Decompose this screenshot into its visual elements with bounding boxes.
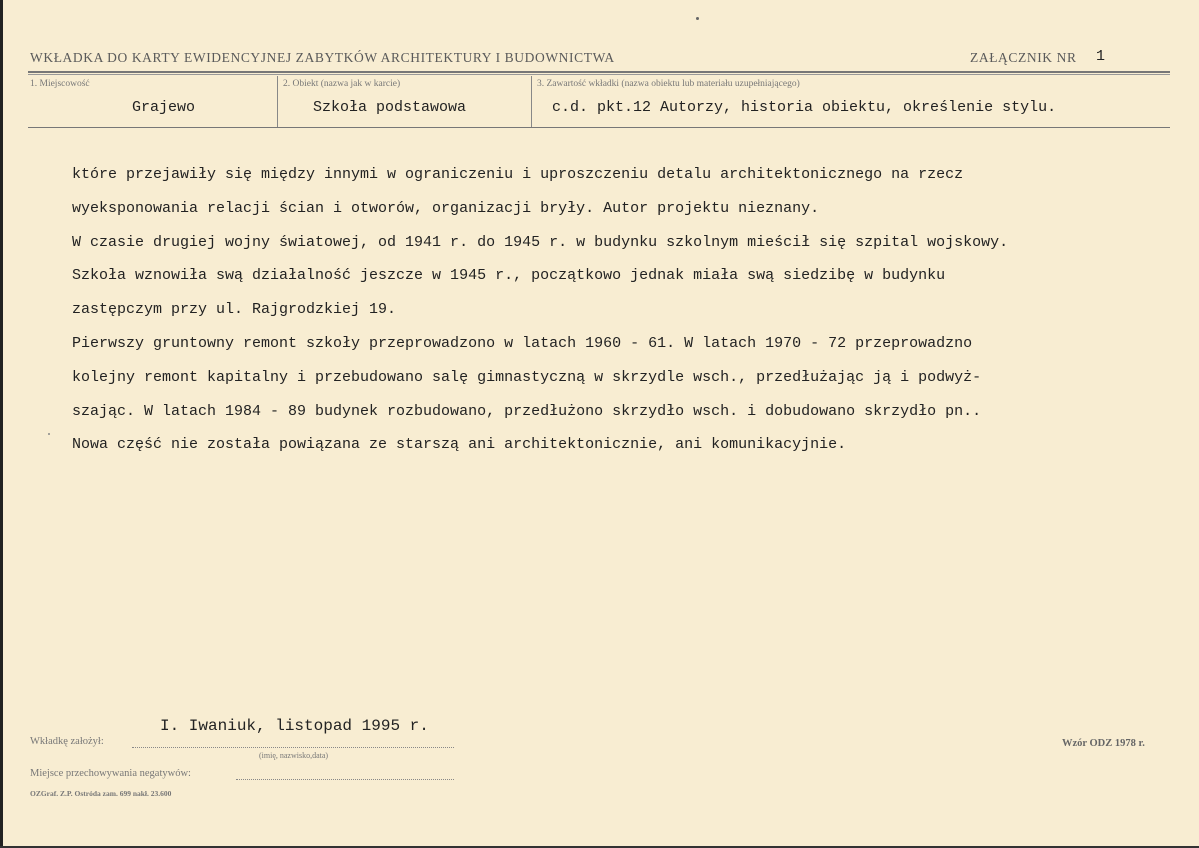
body-line: zastępczym przy ul. Rajgrodzkiej 19. — [72, 301, 397, 319]
prepared-by-hint: (imię, nazwisko,data) — [259, 751, 329, 760]
paper-speck — [48, 433, 50, 435]
attachment-number: 1 — [1096, 48, 1106, 65]
prepared-by-label: Wkładkę założył: — [30, 736, 104, 747]
object-value: Szkoła podstawowa — [313, 99, 467, 116]
body-line: które przejawiły się między innymi w ograniczeniu i uproszczeniu detalu architektonicznego na rzecz — [72, 166, 964, 183]
contents-value: c.d. pkt.12 Autorzy, historia obiektu, określenie stylu. — [552, 99, 1057, 116]
header-rule — [28, 71, 1170, 73]
prepared-by-value: I. Iwaniuk, listopad 1995 r. — [160, 717, 429, 735]
card-edge-left — [0, 0, 3, 848]
contents-label: 3. Zawartość wkładki (nazwa obiektu lub materiału uzupełniającego) — [537, 79, 800, 89]
storage-label: Miejsce przechowywania negatywów: — [30, 768, 191, 779]
body-line: wyeksponowania relacji ścian i otworów, organizacji bryły. Autor projektu nieznany. — [72, 199, 820, 217]
attachment-label: ZAŁĄCZNIK NR — [970, 50, 1077, 65]
body-line: Szkoła wznowiła swą działalność jeszcze w 1945 r., początkowo jednak miała swą siedzibę w budynku — [72, 267, 946, 285]
locality-value: Grajewo — [132, 99, 196, 116]
body-line: szając. W latach 1984 - 89 budynek rozbudowano, przedłużono skrzydło wsch. i dobudowano skrzydło pn.. — [72, 402, 982, 420]
header-rule-thin — [28, 74, 1170, 75]
body-line: kolejny remont kapitalny i przebudowano salę gimnastyczną w skrzydle wsch., przedłużając ją i podwyż- — [72, 368, 982, 386]
body-text — [72, 158, 1172, 462]
body-line: W czasie drugiej wojny światowej, od 1941 r. do 1945 r. w budynku szkolnym mieścił się szpital wojskowy. — [72, 233, 1009, 251]
prepared-by-line — [132, 747, 454, 748]
form-version: Wzór ODZ 1978 r. — [1062, 738, 1145, 749]
locality-label: 1. Miejscowość — [30, 79, 90, 89]
paper-speck — [696, 17, 699, 20]
field-divider — [531, 76, 532, 127]
storage-line — [236, 779, 454, 780]
form-title: WKŁADKA DO KARTY EWIDENCYJNEJ ZABYTKÓW ARCHITEKTURY I BUDOWNICTWA — [30, 50, 615, 65]
field-divider — [277, 76, 278, 127]
object-label: 2. Obiekt (nazwa jak w karcie) — [283, 79, 401, 89]
print-info: OZGraf. Z.P. Ostróda zam. 699 nakł. 23.600 — [30, 789, 172, 798]
body-line: Nowa część nie została powiązana ze starszą ani architektonicznie, ani komunikacyjnie. — [72, 436, 847, 454]
body-line: Pierwszy gruntowny remont szkoły przeprowadzono w latach 1960 - 61. W latach 1970 - 72 przeprowadzno — [72, 334, 973, 352]
fields-rule — [28, 127, 1170, 128]
